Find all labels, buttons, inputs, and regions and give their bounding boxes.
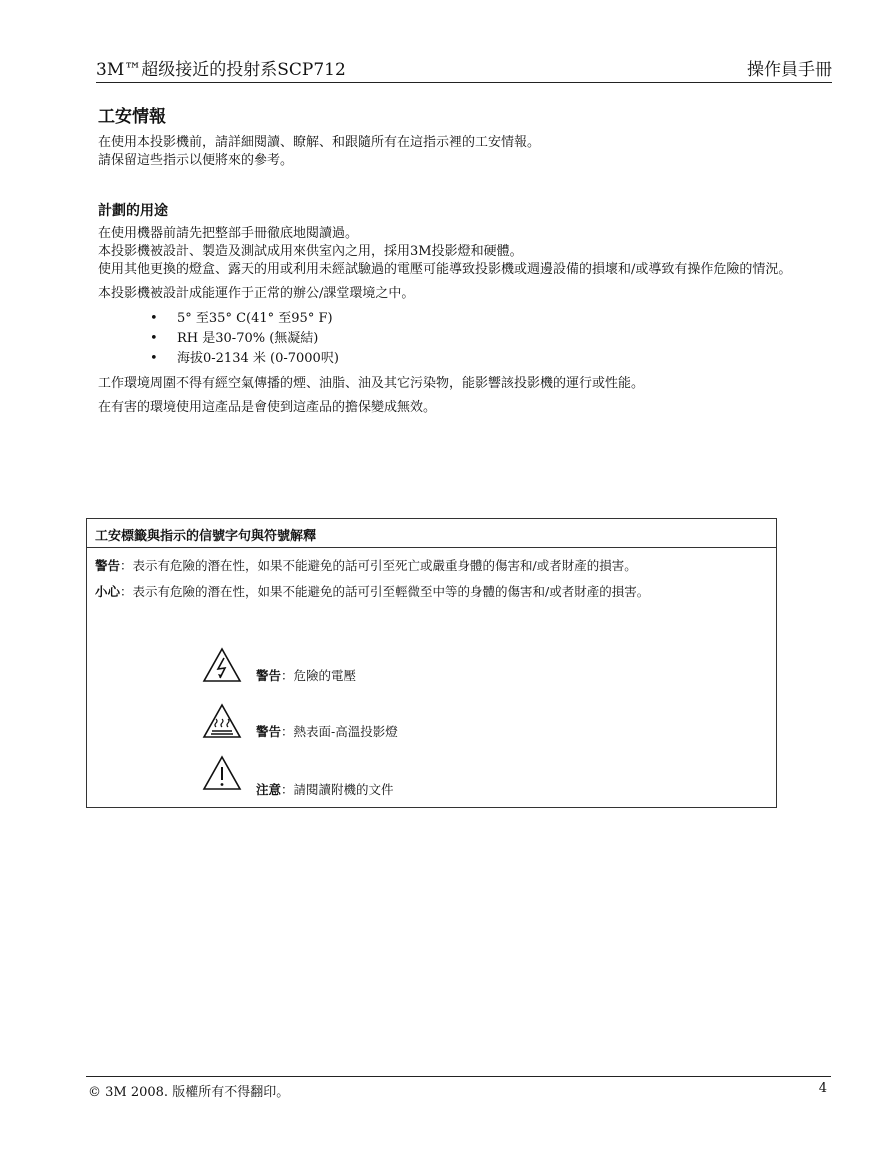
symbol-row-hot-surface: 警告：熱表面-高溫投影燈	[202, 703, 702, 743]
safety-line: 在使用本投影機前，請詳細閱讀、瞭解、和跟隨所有在這指示裡的工安情報。	[98, 135, 541, 150]
symbol-row-voltage: 警告：危險的電壓	[202, 647, 702, 687]
main-content	[98, 102, 828, 417]
usage-line: 使用其他更換的燈盒、露天的用或利用未經試驗過的電壓可能導致投影機或週邊設備的損壞和/或導致有操作危險的情況。	[98, 262, 792, 277]
high-voltage-icon	[202, 647, 242, 683]
safety-heading: 工安情報	[98, 107, 166, 127]
signal-words-box	[86, 518, 777, 808]
warning-definition: 警告：表示有危險的潛在性，如果不能避免的話可引至死亡或嚴重身體的傷害和/或者財產的損害。	[95, 558, 637, 573]
environment-list	[98, 309, 828, 369]
hot-surface-icon	[202, 703, 242, 739]
environment-note: 工作環境周圍不得有經空氣傳播的煙、油脂、油及其它污染物，能影響該投影機的運行或性能。	[98, 376, 645, 391]
warranty-note: 在有害的環境使用這產品是會使到這產品的擔保變成無效。	[98, 400, 437, 415]
list-item: • 海拔0-2134 米 (0-7000呎)	[150, 351, 339, 366]
environment-intro: 本投影機被設計成能運作于正常的辦公/課堂環境之中。	[98, 286, 415, 301]
list-item: • RH 是30-70% (無凝結)	[150, 331, 319, 346]
usage-line: 在使用機器前請先把整部手冊徹底地閱讀過。	[98, 226, 359, 241]
header-manual-title: 操作員手冊	[747, 60, 832, 80]
usage-line: 本投影機被設計、製造及測試成用來供室內之用，採用3M投影燈和硬體。	[98, 244, 523, 259]
page-footer	[86, 1076, 831, 1100]
caution-definition: 小心：表示有危險的潛在性，如果不能避免的話可引至輕微至中等的身體的傷害和/或者財產的損害。	[95, 584, 650, 599]
signal-box-title: 工安標籤與指示的信號字句與符號解釋	[87, 519, 776, 548]
header-product-title: 3M™超级接近的投射系SCP712	[96, 60, 346, 80]
usage-heading: 計劃的用途	[98, 203, 168, 219]
symbol-row-caution: 注意：請閱讀附機的文件	[202, 755, 702, 795]
page-header	[96, 58, 832, 83]
list-item: • 5° 至35° C(41° 至95° F)	[150, 311, 333, 326]
copyright-text: © 3M 2008. 版權所有不得翻印。	[88, 1085, 290, 1100]
safety-line: 請保留這些指示以便將來的參考。	[98, 153, 294, 168]
caution-icon	[202, 755, 242, 791]
page-number: 4	[818, 1081, 827, 1096]
